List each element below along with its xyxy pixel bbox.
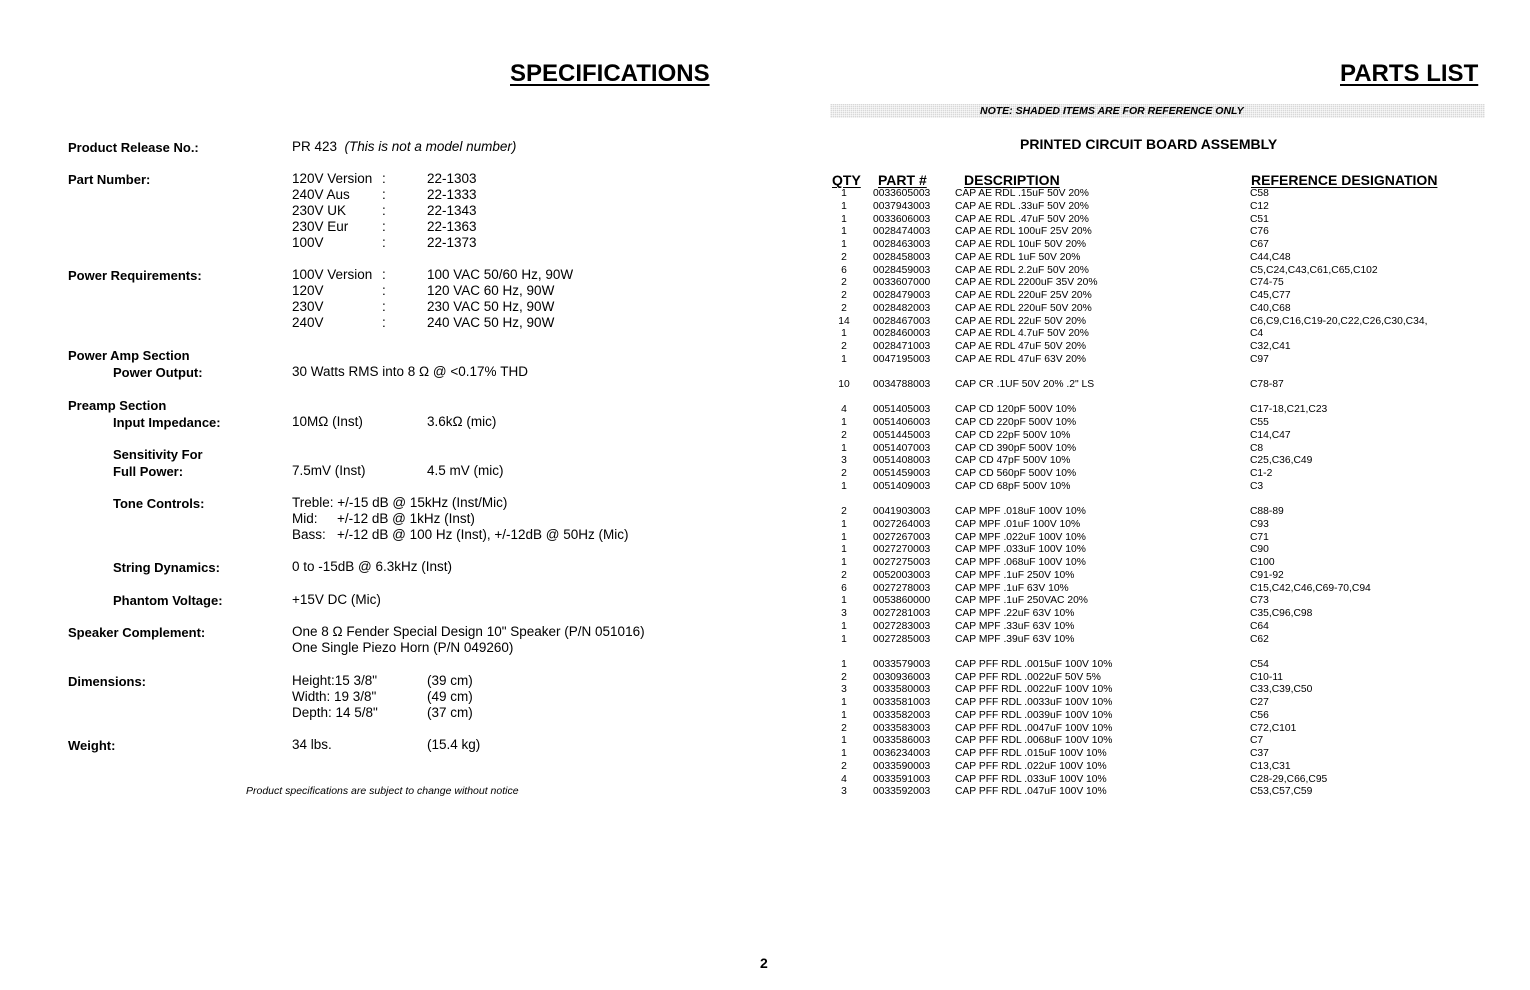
part-number-row-version: 120V Version bbox=[292, 171, 373, 186]
part-description: CAP CD 220pF 500V 10% bbox=[955, 417, 1077, 428]
power-req-row-value: 240 VAC 50 Hz, 90W bbox=[427, 315, 555, 330]
dimension-depth-metric: (37 cm) bbox=[427, 705, 473, 720]
part-qty: 2 bbox=[841, 468, 847, 479]
table-row bbox=[830, 748, 1490, 761]
sensitivity-mic: 4.5 mV (mic) bbox=[427, 463, 504, 478]
specs-footnote: Product specifications are subject to change without notice bbox=[246, 785, 519, 797]
part-qty: 2 bbox=[841, 569, 847, 581]
power-req-row-version: 100V Version bbox=[292, 267, 373, 282]
table-row bbox=[830, 659, 1490, 672]
part-number-row-value: 22-1303 bbox=[427, 171, 477, 186]
table-row bbox=[830, 544, 1490, 557]
tone-controls-label: Tone Controls: bbox=[113, 496, 205, 511]
part-qty: 2 bbox=[841, 341, 847, 352]
table-row bbox=[830, 608, 1490, 621]
part-description: CAP AE RDL 47uF 50V 20% bbox=[955, 341, 1087, 352]
specifications-title: SPECIFICATIONS bbox=[510, 60, 710, 87]
table-row bbox=[830, 277, 1490, 290]
part-reference: C25,C36,C49 bbox=[1250, 455, 1313, 467]
part-reference: C37 bbox=[1250, 748, 1269, 759]
part-qty: 1 bbox=[841, 544, 847, 556]
part-reference: C55 bbox=[1250, 417, 1269, 428]
part-reference: C3 bbox=[1250, 480, 1264, 492]
speaker-line-1: One 8 Ω Fender Special Design 10" Speaker (P/N 051016) bbox=[292, 624, 645, 639]
part-reference: C73 bbox=[1250, 595, 1269, 607]
phantom-voltage-value: +15V DC (Mic) bbox=[292, 592, 381, 607]
part-reference: C33,C39,C50 bbox=[1250, 684, 1313, 696]
part-number-row-separator: : bbox=[382, 235, 386, 250]
part-qty: 1 bbox=[841, 200, 847, 212]
part-number: 0051409003 bbox=[873, 480, 931, 492]
part-number: 0034788003 bbox=[873, 379, 931, 390]
part-number-label: Part Number: bbox=[68, 172, 151, 187]
part-number-row-separator: : bbox=[382, 187, 386, 202]
speaker-complement-label: Speaker Complement: bbox=[68, 625, 206, 640]
part-description: CAP MPF .022uF 100V 10% bbox=[955, 531, 1086, 543]
dimension-width: Width: 19 3/8" bbox=[292, 689, 377, 704]
table-row bbox=[830, 697, 1490, 710]
input-impedance-mic: 3.6kΩ (mic) bbox=[427, 414, 497, 429]
part-description: CAP AE RDL 10uF 50V 20% bbox=[955, 239, 1087, 250]
part-number: 0033583003 bbox=[873, 722, 931, 734]
part-qty: 1 bbox=[841, 518, 847, 530]
part-qty: 1 bbox=[841, 557, 847, 568]
weight-value: 34 lbs. bbox=[292, 737, 332, 752]
part-number: 0041903003 bbox=[873, 506, 931, 517]
part-number: 0027281003 bbox=[873, 608, 931, 619]
part-description: CAP PFF RDL .0022uF 50V 5% bbox=[955, 671, 1101, 683]
part-description: CAP AE RDL 47uF 63V 20% bbox=[955, 353, 1087, 365]
part-number-row-separator: : bbox=[382, 203, 386, 218]
tone-mid: +/-12 dB @ 1kHz (Inst) bbox=[337, 511, 475, 526]
dimension-depth: Depth: 14 5/8" bbox=[292, 705, 378, 720]
table-row bbox=[830, 430, 1490, 443]
table-row bbox=[830, 710, 1490, 723]
preamp-section-label: Preamp Section bbox=[68, 398, 167, 413]
part-qty: 1 bbox=[841, 226, 847, 238]
table-row bbox=[830, 672, 1490, 685]
sensitivity-label: Sensitivity For bbox=[113, 447, 203, 462]
table-row bbox=[830, 570, 1490, 583]
part-number: 0027270003 bbox=[873, 544, 931, 556]
part-description: CAP MPF .1uF 63V 10% bbox=[955, 582, 1069, 594]
part-description: CAP MPF .33uF 63V 10% bbox=[955, 620, 1075, 632]
part-description: CAP CD 390pF 500V 10% bbox=[955, 442, 1077, 454]
part-description: CAP CD 120pF 500V 10% bbox=[955, 404, 1077, 416]
sensitivity-inst: 7.5mV (Inst) bbox=[292, 463, 366, 478]
part-number-row-separator: : bbox=[382, 171, 386, 186]
part-description: CAP AE RDL .15uF 50V 20% bbox=[955, 188, 1089, 199]
part-description: CAP MPF .033uF 100V 10% bbox=[955, 544, 1086, 556]
table-row bbox=[830, 519, 1490, 532]
part-description: CAP AE RDL .47uF 50V 20% bbox=[955, 213, 1089, 225]
part-reference: C5,C24,C43,C61,C65,C102 bbox=[1250, 264, 1378, 276]
tone-bass: +/-12 dB @ 100 Hz (Inst), +/-12dB @ 50Hz (Mic) bbox=[337, 527, 629, 542]
part-qty: 3 bbox=[841, 684, 847, 696]
part-description: CAP AE RDL 100uF 25V 20% bbox=[955, 226, 1092, 238]
string-dynamics-label: String Dynamics: bbox=[113, 560, 220, 575]
part-number-row-value: 22-1343 bbox=[427, 203, 477, 218]
weight-label: Weight: bbox=[68, 738, 116, 753]
table-row bbox=[830, 455, 1490, 468]
part-reference: C62 bbox=[1250, 633, 1269, 645]
part-description: CAP CD 22pF 500V 10% bbox=[955, 429, 1071, 441]
table-row bbox=[830, 723, 1490, 736]
col-qty-header: QTY bbox=[832, 172, 861, 188]
part-number: 0028467003 bbox=[873, 315, 931, 327]
power-output-label: Power Output: bbox=[113, 365, 203, 380]
part-reference: C40,C68 bbox=[1250, 302, 1291, 314]
part-description: CAP PFF RDL .0047uF 100V 10% bbox=[955, 722, 1113, 734]
part-number: 0028482003 bbox=[873, 302, 931, 314]
part-reference: C28-29,C66,C95 bbox=[1250, 773, 1328, 785]
part-description: CAP PFF RDL .033uF 100V 10% bbox=[955, 773, 1107, 785]
table-row bbox=[830, 265, 1490, 278]
part-description: CAP PFF RDL .047uF 100V 10% bbox=[955, 786, 1107, 798]
table-row bbox=[830, 239, 1490, 252]
part-description: CAP AE RDL 1uF 50V 20% bbox=[955, 251, 1081, 263]
part-number: 0028463003 bbox=[873, 239, 931, 250]
part-number-row-version: 230V UK bbox=[292, 203, 347, 218]
part-reference: C100 bbox=[1250, 557, 1275, 568]
part-qty: 1 bbox=[841, 442, 847, 454]
part-number: 0051459003 bbox=[873, 468, 931, 479]
table-row bbox=[830, 252, 1490, 265]
part-description: CAP AE RDL 22uF 50V 20% bbox=[955, 315, 1087, 327]
part-description: CAP PFF RDL .0022uF 100V 10% bbox=[955, 684, 1113, 696]
part-qty: 1 bbox=[841, 697, 847, 708]
part-qty: 1 bbox=[841, 748, 847, 759]
part-number: 0033581003 bbox=[873, 697, 931, 708]
part-reference: C6,C9,C16,C19-20,C22,C26,C30,C34, bbox=[1250, 315, 1428, 327]
part-number: 0028459003 bbox=[873, 264, 931, 276]
part-reference: C51 bbox=[1250, 213, 1269, 225]
part-description: CAP PFF RDL .0068uF 100V 10% bbox=[955, 735, 1113, 747]
part-description: CAP PFF RDL .015uF 100V 10% bbox=[955, 748, 1107, 759]
part-number: 0033591003 bbox=[873, 773, 931, 785]
table-row bbox=[830, 328, 1490, 341]
part-reference: C93 bbox=[1250, 518, 1269, 530]
part-number: 0033592003 bbox=[873, 786, 931, 798]
table-row bbox=[830, 417, 1490, 430]
speaker-line-2: One Single Piezo Horn (P/N 049260) bbox=[292, 640, 514, 655]
part-number-row-version: 240V Aus bbox=[292, 187, 350, 202]
part-description: CAP MPF .39uF 63V 10% bbox=[955, 633, 1075, 645]
part-reference: C71 bbox=[1250, 531, 1269, 543]
part-number: 0028458003 bbox=[873, 251, 931, 263]
product-release-value bbox=[292, 139, 516, 154]
input-impedance-label: Input Impedance: bbox=[113, 415, 221, 430]
dimensions-label: Dimensions: bbox=[68, 674, 147, 689]
part-reference: C67 bbox=[1250, 239, 1269, 250]
part-reference: C1-2 bbox=[1250, 468, 1273, 479]
part-description: CAP AE RDL .33uF 50V 20% bbox=[955, 200, 1089, 212]
part-reference: C90 bbox=[1250, 544, 1269, 556]
part-description: CAP CD 560pF 500V 10% bbox=[955, 468, 1077, 479]
part-reference: C35,C96,C98 bbox=[1250, 608, 1313, 619]
part-reference: C76 bbox=[1250, 226, 1269, 238]
part-number: 0047195003 bbox=[873, 353, 931, 365]
table-row bbox=[830, 354, 1490, 367]
col-description-header: DESCRIPTION bbox=[964, 172, 1060, 188]
part-reference: C58 bbox=[1250, 188, 1269, 199]
part-description: CAP AE RDL 2200uF 35V 20% bbox=[955, 277, 1098, 289]
table-row bbox=[830, 621, 1490, 634]
part-number: 0033586003 bbox=[873, 735, 931, 747]
part-qty: 1 bbox=[841, 633, 847, 645]
dimension-width-metric: (49 cm) bbox=[427, 689, 473, 704]
power-req-row-value: 230 VAC 50 Hz, 90W bbox=[427, 299, 555, 314]
table-row bbox=[830, 443, 1490, 456]
part-qty: 3 bbox=[841, 455, 847, 467]
part-reference: C53,C57,C59 bbox=[1250, 786, 1313, 798]
table-row bbox=[830, 761, 1490, 774]
page-number: 2 bbox=[760, 955, 768, 971]
part-number: 0033580003 bbox=[873, 684, 931, 696]
part-qty: 1 bbox=[841, 213, 847, 225]
power-amp-section-label: Power Amp Section bbox=[68, 348, 190, 363]
part-qty: 14 bbox=[838, 315, 850, 327]
table-row bbox=[830, 303, 1490, 316]
tone-mid-label: Mid: bbox=[292, 511, 318, 526]
part-reference: C72,C101 bbox=[1250, 722, 1297, 734]
part-description: CAP MPF .068uF 100V 10% bbox=[955, 557, 1086, 568]
shaded-note: NOTE: SHADED ITEMS ARE FOR REFERENCE ONLY bbox=[980, 105, 1244, 117]
part-qty: 2 bbox=[841, 760, 847, 772]
part-number: 0027285003 bbox=[873, 633, 931, 645]
part-qty: 1 bbox=[841, 353, 847, 365]
part-reference: C10-11 bbox=[1250, 671, 1284, 683]
table-row bbox=[830, 634, 1490, 647]
part-number: 0028479003 bbox=[873, 290, 931, 301]
part-qty: 1 bbox=[841, 417, 847, 428]
part-reference: C7 bbox=[1250, 735, 1264, 747]
part-qty: 1 bbox=[841, 658, 847, 670]
part-qty: 6 bbox=[841, 264, 847, 276]
part-qty: 3 bbox=[841, 786, 847, 798]
part-qty: 2 bbox=[841, 671, 847, 683]
part-qty: 1 bbox=[841, 531, 847, 543]
table-row bbox=[830, 506, 1490, 519]
string-dynamics-value: 0 to -15dB @ 6.3kHz (Inst) bbox=[292, 559, 453, 574]
part-qty: 1 bbox=[841, 709, 847, 721]
power-req-row-separator: : bbox=[382, 299, 386, 314]
part-number: 0033590003 bbox=[873, 760, 931, 772]
power-req-row-version: 240V bbox=[292, 315, 324, 330]
part-qty: 2 bbox=[841, 277, 847, 289]
part-number: 0052003003 bbox=[873, 569, 931, 581]
table-row bbox=[830, 404, 1490, 417]
part-qty: 1 bbox=[841, 239, 847, 250]
power-req-row-value: 100 VAC 50/60 Hz, 90W bbox=[427, 267, 574, 282]
part-number: 0033607000 bbox=[873, 277, 931, 289]
part-description: CAP AE RDL 220uF 25V 20% bbox=[955, 290, 1092, 301]
full-power-label: Full Power: bbox=[113, 464, 184, 479]
part-number: 0027283003 bbox=[873, 620, 931, 632]
table-row bbox=[830, 468, 1490, 481]
part-description: CAP AE RDL 2.2uF 50V 20% bbox=[955, 264, 1089, 276]
parts-list-title: PARTS LIST bbox=[1340, 60, 1479, 87]
table-row bbox=[830, 316, 1490, 329]
part-reference: C14,C47 bbox=[1250, 429, 1291, 441]
table-row bbox=[830, 214, 1490, 227]
table-row bbox=[830, 774, 1490, 787]
power-req-row-separator: : bbox=[382, 267, 386, 282]
part-number: 0027267003 bbox=[873, 531, 931, 543]
table-row bbox=[830, 188, 1490, 201]
part-qty: 2 bbox=[841, 251, 847, 263]
part-description: CAP AE RDL 4.7uF 50V 20% bbox=[955, 328, 1089, 340]
power-req-row-version: 230V bbox=[292, 299, 324, 314]
weight-metric: (15.4 kg) bbox=[427, 737, 481, 752]
part-reference: C64 bbox=[1250, 620, 1269, 632]
dimension-height: Height:15 3/8" bbox=[292, 673, 378, 688]
part-description: CAP CD 68pF 500V 10% bbox=[955, 480, 1071, 492]
part-number: 0051445003 bbox=[873, 429, 931, 441]
part-reference: C8 bbox=[1250, 442, 1264, 454]
part-qty: 1 bbox=[841, 188, 847, 199]
table-row bbox=[830, 557, 1490, 570]
part-description: CAP MPF .1uF 250V 10% bbox=[955, 569, 1075, 581]
part-number: 0028471003 bbox=[873, 341, 931, 352]
part-number: 0051407003 bbox=[873, 442, 931, 454]
part-number: 0027278003 bbox=[873, 582, 931, 594]
part-number-row-version: 230V Eur bbox=[292, 219, 349, 234]
dimension-height-metric: (39 cm) bbox=[427, 673, 473, 688]
table-row bbox=[830, 481, 1490, 494]
part-qty: 10 bbox=[838, 379, 850, 390]
part-description: CAP CD 47pF 500V 10% bbox=[955, 455, 1071, 467]
table-row bbox=[830, 290, 1490, 303]
part-reference: C74-75 bbox=[1250, 277, 1284, 289]
part-reference: C56 bbox=[1250, 709, 1269, 721]
part-number: 0027264003 bbox=[873, 518, 931, 530]
part-number: 0033606003 bbox=[873, 213, 931, 225]
part-reference: C15,C42,C46,C69-70,C94 bbox=[1250, 582, 1371, 594]
part-number: 0053860000 bbox=[873, 595, 931, 607]
table-row bbox=[830, 226, 1490, 239]
part-number: 0051406003 bbox=[873, 417, 931, 428]
part-reference: C45,C77 bbox=[1250, 290, 1291, 301]
tone-treble: Treble: +/-15 dB @ 15kHz (Inst/Mic) bbox=[292, 495, 508, 510]
part-reference: C27 bbox=[1250, 697, 1269, 708]
col-part-header: PART # bbox=[878, 172, 927, 188]
power-req-row-value: 120 VAC 60 Hz, 90W bbox=[427, 283, 555, 298]
part-description: CAP PFF RDL .022uF 100V 10% bbox=[955, 760, 1107, 772]
part-number: 0030936003 bbox=[873, 671, 931, 683]
phantom-voltage-label: Phantom Voltage: bbox=[113, 593, 223, 608]
part-qty: 4 bbox=[841, 404, 847, 416]
product-release-label: Product Release No.: bbox=[68, 140, 199, 155]
part-reference: C88-89 bbox=[1250, 506, 1284, 517]
part-description: CAP MPF .1uF 250VAC 20% bbox=[955, 595, 1088, 607]
part-qty: 3 bbox=[841, 608, 847, 619]
part-number: 0033605003 bbox=[873, 188, 931, 199]
table-row bbox=[830, 379, 1490, 392]
part-qty: 2 bbox=[841, 429, 847, 441]
part-description: CAP PFF RDL .0039uF 100V 10% bbox=[955, 709, 1113, 721]
part-qty: 1 bbox=[841, 735, 847, 747]
power-req-row-version: 120V bbox=[292, 283, 324, 298]
table-row bbox=[830, 735, 1490, 748]
power-requirements-label: Power Requirements: bbox=[68, 268, 202, 283]
part-number: 0051408003 bbox=[873, 455, 931, 467]
part-number-row-separator: : bbox=[382, 219, 386, 234]
power-output-value: 30 Watts RMS into 8 Ω @ <0.17% THD bbox=[292, 364, 528, 379]
part-number-row-value: 22-1333 bbox=[427, 187, 477, 202]
part-qty: 2 bbox=[841, 290, 847, 301]
part-qty: 1 bbox=[841, 328, 847, 340]
part-number: 0028474003 bbox=[873, 226, 931, 238]
part-reference: C12 bbox=[1250, 200, 1269, 212]
part-reference: C44,C48 bbox=[1250, 251, 1291, 263]
part-reference: C32,C41 bbox=[1250, 341, 1291, 352]
pcb-assembly-title: PRINTED CIRCUIT BOARD ASSEMBLY bbox=[1020, 136, 1278, 152]
part-reference: C97 bbox=[1250, 353, 1269, 365]
table-row bbox=[830, 201, 1490, 214]
tone-bass-label: Bass: bbox=[292, 527, 326, 542]
part-reference: C17-18,C21,C23 bbox=[1250, 404, 1328, 416]
table-row bbox=[830, 786, 1490, 799]
part-reference: C54 bbox=[1250, 658, 1269, 670]
part-number: 0037943003 bbox=[873, 200, 931, 212]
table-row bbox=[830, 684, 1490, 697]
power-req-row-separator: : bbox=[382, 315, 386, 330]
part-description: CAP AE RDL 220uF 50V 20% bbox=[955, 302, 1092, 314]
part-number: 0036234003 bbox=[873, 748, 931, 759]
part-number-row-version: 100V bbox=[292, 235, 324, 250]
part-description: CAP CR .1UF 50V 20% .2" LS bbox=[955, 379, 1095, 390]
part-number: 0033582003 bbox=[873, 709, 931, 721]
part-number-row-value: 22-1373 bbox=[427, 235, 477, 250]
part-qty: 2 bbox=[841, 722, 847, 734]
table-row bbox=[830, 583, 1490, 596]
part-description: CAP MPF .22uF 63V 10% bbox=[955, 608, 1075, 619]
part-description: CAP MPF .01uF 100V 10% bbox=[955, 518, 1081, 530]
table-row bbox=[830, 341, 1490, 354]
part-reference: C13,C31 bbox=[1250, 760, 1291, 772]
part-reference: C91-92 bbox=[1250, 569, 1284, 581]
part-number: 0028460003 bbox=[873, 328, 931, 340]
part-reference: C78-87 bbox=[1250, 379, 1284, 390]
input-impedance-inst: 10MΩ (Inst) bbox=[292, 414, 363, 429]
part-reference: C4 bbox=[1250, 328, 1264, 340]
table-row bbox=[830, 532, 1490, 545]
part-number: 0027275003 bbox=[873, 557, 931, 568]
part-qty: 1 bbox=[841, 620, 847, 632]
part-description: CAP PFF RDL .0033uF 100V 10% bbox=[955, 697, 1113, 708]
part-number-row-value: 22-1363 bbox=[427, 219, 477, 234]
col-reference-header: REFERENCE DESIGNATION bbox=[1251, 172, 1438, 188]
power-req-row-separator: : bbox=[382, 283, 386, 298]
part-qty: 6 bbox=[841, 582, 847, 594]
product-release-number: PR 423 bbox=[292, 139, 338, 154]
part-number: 0033579003 bbox=[873, 658, 931, 670]
part-qty: 2 bbox=[841, 302, 847, 314]
parts-table bbox=[830, 188, 1490, 808]
table-row bbox=[830, 595, 1490, 608]
part-qty: 1 bbox=[841, 595, 847, 607]
part-qty: 4 bbox=[841, 773, 847, 785]
part-qty: 1 bbox=[841, 480, 847, 492]
part-qty: 2 bbox=[841, 506, 847, 517]
product-release-note: (This is not a model number) bbox=[344, 139, 517, 154]
part-description: CAP MPF .018uF 100V 10% bbox=[955, 506, 1086, 517]
part-description: CAP PFF RDL .0015uF 100V 10% bbox=[955, 658, 1113, 670]
part-number: 0051405003 bbox=[873, 404, 931, 416]
